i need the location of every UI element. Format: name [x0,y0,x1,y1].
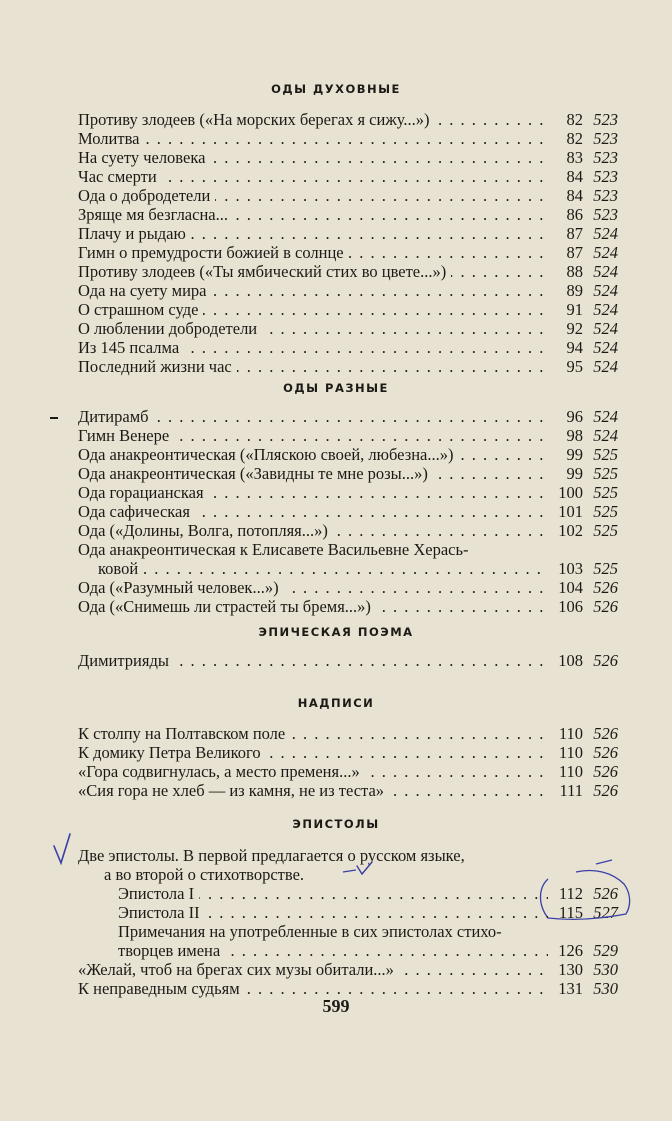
entry-title: Ода («Долины, Волга, потопляя...») [78,521,333,540]
comment-ref: 526 [593,781,618,800]
comment-ref: 526 [593,762,618,781]
toc-entry [98,559,618,578]
comment-ref: 525 [593,445,618,464]
dot-leader [98,559,548,578]
toc-entry [78,464,618,483]
toc-entry [78,300,618,319]
comment-ref: 526 [593,578,618,597]
checkmark-icon [357,862,372,874]
entry-title: Эпистола II [118,903,205,922]
page-ref: 87 [566,243,583,262]
entry-title-line1: Примечания на употребленные в сих эпистолах стихо- [118,922,502,941]
bracket-mark-icon [541,871,630,920]
toc-entry [78,743,618,762]
entry-title: Плачу и рыдаю [78,224,191,243]
entry-title: Ода о добродетели [78,186,215,205]
comment-ref: 523 [593,167,618,186]
page-ref: 89 [566,281,583,300]
toc-entry [78,426,618,445]
comment-ref: 524 [593,426,618,445]
entry-title: На суету человека [78,148,210,167]
comment-ref: 524 [593,281,618,300]
comment-ref: 524 [593,319,618,338]
page-ref: 112 [558,884,583,903]
toc-entry [78,979,618,998]
page-ref: 95 [566,357,583,376]
toc-entry [78,224,618,243]
page-ref: 98 [566,426,583,445]
entry-title: Час смерти [78,167,162,186]
page-ref: 130 [558,960,583,979]
page-ref: 92 [566,319,583,338]
comment-ref: 526 [593,724,618,743]
comment-ref: 530 [593,979,618,998]
toc-entry [78,281,618,300]
toc-entry [78,129,618,148]
comment-ref: 524 [593,407,618,426]
entry-title: Гимн Венере [78,426,174,445]
entry-title: Ода («Снимешь ли страстей ты бремя...») [78,597,376,616]
section-heading: ЭПИЧЕСКАЯ ПОЭМА [258,625,414,639]
comment-ref: 524 [593,338,618,357]
page-ref: 115 [558,903,583,922]
page-ref: 99 [566,445,583,464]
entry-title: Ода сафическая [78,502,195,521]
toc-entry [78,338,618,357]
entry-title: Противу злодеев («На морских берегах я сижу...») [78,110,434,129]
section-heading: ОДЫ РАЗНЫЕ [283,381,389,395]
comment-ref: 524 [593,262,618,281]
toc-entry [78,597,618,616]
page-ref: 106 [558,597,583,616]
page-ref: 82 [566,110,583,129]
entry-title: Ода анакреонтическая («Пляскою своей, любезна...») [78,445,459,464]
toc-entry [118,903,618,922]
entry-title: Димитрияды [78,651,174,670]
entry-intro-line2: а во второй о стихотворстве. [104,865,305,884]
comment-ref: 523 [593,110,618,129]
comment-ref: 525 [593,464,618,483]
comment-ref: 523 [593,129,618,148]
entry-title: Ода анакреонтическая («Завидны те мне розы...») [78,464,433,483]
toc-entry [78,445,618,464]
page-ref: 99 [566,464,583,483]
toc-entry [78,960,618,979]
comment-ref: 524 [593,300,618,319]
comment-ref: 524 [593,357,618,376]
comment-ref: 525 [593,483,618,502]
comment-ref: 523 [593,186,618,205]
toc-entry [78,483,618,502]
page-ref: 102 [558,521,583,540]
page-ref: 82 [566,129,583,148]
toc-entry [78,357,618,376]
entry-title: К неправедным судьям [78,979,245,998]
entry-title: Эпистола I [118,884,199,903]
page-ref: 110 [558,762,583,781]
entry-title: К столпу на Полтавском поле [78,724,290,743]
comment-ref: 526 [593,651,618,670]
toc-entry [78,407,618,426]
page-ref: 84 [566,167,583,186]
page-ref: 103 [558,559,583,578]
page-ref: 131 [558,979,583,998]
entry-title: Ода («Разумный человек...») [78,578,284,597]
page-ref: 100 [558,483,583,502]
section-heading: ОДЫ ДУХОВНЫЕ [271,82,401,96]
page-ref: 94 [566,338,583,357]
toc-entry [78,148,618,167]
page-ref: 110 [558,724,583,743]
page-ref: 108 [558,651,583,670]
entry-title: Ода горацианская [78,483,209,502]
toc-entry [78,167,618,186]
comment-ref: 524 [593,224,618,243]
comment-ref: 525 [593,502,618,521]
page-ref: 96 [566,407,583,426]
page-ref: 88 [566,262,583,281]
entry-title: К домику Петра Великого [78,743,266,762]
toc-entry [78,262,618,281]
tick-mark-icon [596,860,612,864]
comment-ref: 523 [593,148,618,167]
page-ref: 86 [566,205,583,224]
toc-entry [78,724,618,743]
page-ref: 101 [558,502,583,521]
page-ref: 111 [559,781,583,800]
comment-ref: 526 [593,597,618,616]
page-number: 599 [322,996,350,1016]
entry-title: Противу злодеев («Ты ямбический стих во цвете...») [78,262,451,281]
comment-ref: 525 [593,559,618,578]
entry-title: Гимн о премудрости божией в солнце [78,243,349,262]
comment-ref: 527 [593,903,618,922]
section-heading: ЭПИСТОЛЫ [292,817,380,831]
entry-title: Ода на суету мира [78,281,212,300]
comment-ref: 524 [593,243,618,262]
entry-intro-line1: Две эпистолы. В первой предлагается о русском языке, [78,846,465,865]
page-ref: 84 [566,186,583,205]
comment-ref: 529 [593,941,618,960]
comment-ref: 526 [593,884,618,903]
comment-ref: 525 [593,521,618,540]
page-ref: 91 [566,300,583,319]
entry-title: Последний жизни час [78,357,237,376]
comment-ref: 526 [593,743,618,762]
page-ref: 83 [566,148,583,167]
toc-entry [78,243,618,262]
toc-entry [78,521,618,540]
dash-mark-icon [343,870,356,872]
entry-title: Молитва [78,129,144,148]
comment-ref: 523 [593,205,618,224]
comment-ref: 530 [593,960,618,979]
toc-entry [78,205,618,224]
toc-entry [78,110,618,129]
dot-leader [78,129,548,148]
page-ref: 126 [558,941,583,960]
entry-title-line1: Ода анакреонтическая к Елисавете Васильевне Херась- [78,540,469,559]
toc-entry [118,884,618,903]
entry-title: «Желай, чтоб на брегах сих музы обитали...» [78,960,399,979]
page-ref: 87 [566,224,583,243]
toc-entry [78,186,618,205]
page-ref: 110 [558,743,583,762]
toc-entry [78,319,618,338]
entry-title: Зряще мя безгласна... [78,205,233,224]
toc-entry [78,502,618,521]
toc-entry [78,762,618,781]
entry-title: О люблении добродетели [78,319,262,338]
toc-entry [118,941,618,960]
entry-title: творцев имена [118,941,225,960]
entry-title: «Сия гора не хлеб — из камня, не из теста» [78,781,389,800]
entry-title: Из 145 псалма [78,338,184,357]
toc-entry [78,578,618,597]
toc-entry [78,781,618,800]
entry-title: Дитирамб [78,407,154,426]
checkmark-icon [54,834,70,863]
entry-title: «Гора содвигнулась, а место пременя...» [78,762,365,781]
entry-title: О страшном суде [78,300,203,319]
entry-title: ковой [98,559,143,578]
page-ref: 104 [558,578,583,597]
toc-entry [78,651,618,670]
section-heading: НАДПИСИ [297,696,375,710]
